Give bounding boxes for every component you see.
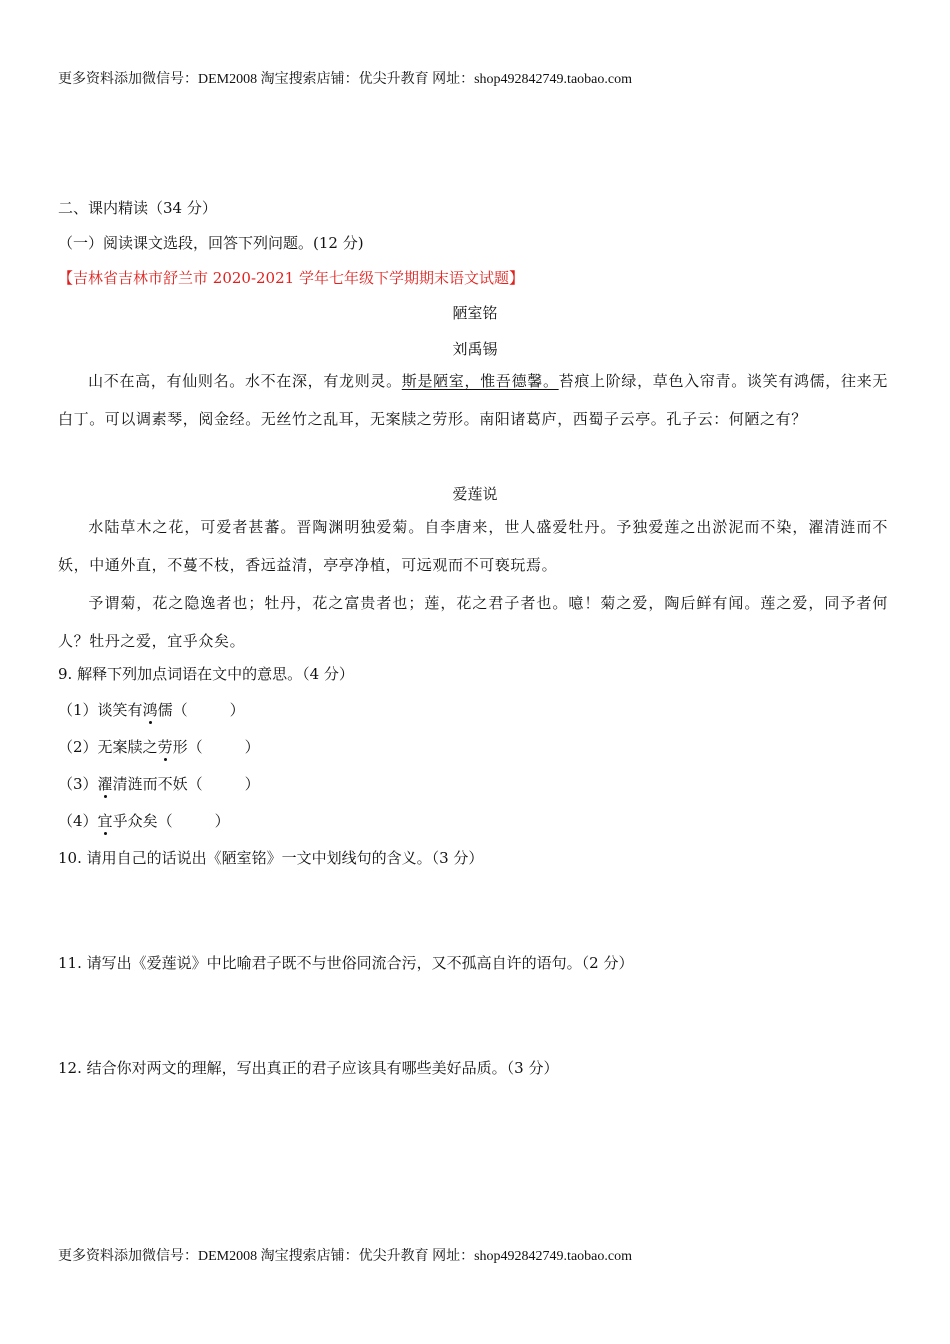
source-note: 【吉林省吉林市舒兰市 2020-2021 学年七年级下学期期末语文试题】 [58, 269, 524, 287]
question-10: 10. 请用自己的话说出《陋室铭》一文中划线句的含义。（3 分） [58, 849, 484, 867]
question-9-stem: 9. 解释下列加点词语在文中的意思。（4 分） [58, 665, 354, 683]
text2-paragraph-1: 水陆草木之花，可爱者甚蕃。晋陶渊明独爱菊。自李唐来，世人盛爱牡丹。予独爱莲之出淤泥而不染，濯清涟而不妖，中通外直，不蔓不枝，香远益清，亭亭净植，可远观而不可亵玩焉。 [58, 518, 888, 574]
dotted-word: 宜 [97, 812, 113, 830]
text1-author: 刘禹锡 [452, 340, 498, 358]
question-9-item-4: （4）宜乎众矣（ ） [58, 812, 230, 830]
dotted-word: 濯 [97, 775, 113, 793]
text2-paragraph-2: 予谓菊，花之隐逸者也；牡丹，花之富贵者也；莲，花之君子者也。噫！菊之爱，陶后鲜有闻。莲之爱，同予者何人？牡丹之爱，宜乎众矣。 [58, 594, 888, 650]
question-9-item-3: （3）濯清涟而不妖（ ） [58, 775, 260, 793]
dotted-word: 鸿 [142, 701, 158, 719]
dotted-word: 劳 [157, 738, 173, 756]
question-9-item-1: （1）谈笑有鸿儒（ ） [58, 701, 245, 719]
section-title: 二、课内精读（34 分） [58, 199, 217, 217]
text1-title: 陋室铭 [452, 304, 498, 322]
page-header: 更多资料添加微信号：DEM2008 淘宝搜索店铺：优尖升教育 网址：shop492842749.taobao.com [58, 72, 632, 87]
question-11: 11. 请写出《爱莲说》中比喻君子既不与世俗同流合污，又不孤高自许的语句。（2 分） [58, 954, 634, 972]
text1-body [58, 362, 888, 438]
page-footer: 更多资料添加微信号：DEM2008 淘宝搜索店铺：优尖升教育 网址：shop492842749.taobao.com [58, 1249, 632, 1264]
text1-part-a: 山不在高，有仙则名。水不在深，有龙则灵。 [88, 372, 402, 390]
text2-title: 爱莲说 [452, 485, 498, 503]
underlined-sentence: 斯是陋室，惟吾德馨。 [401, 372, 559, 390]
section-subtitle: （一）阅读课文选段，回答下列问题。(12 分) [58, 234, 364, 252]
question-12: 12. 结合你对两文的理解，写出真正的君子应该具有哪些美好品质。（3 分） [58, 1059, 559, 1077]
text1-part-b: 苔痕上阶绿，草色入帘青。谈笑有鸿儒，往来无白丁。可以调素琴，阅金经。无丝竹之乱耳，无案牍之劳形。南阳诸葛庐，西蜀子云亭。孔子云：何陋之有？ [58, 372, 888, 428]
question-9-item-2: （2）无案牍之劳形（ ） [58, 738, 260, 756]
